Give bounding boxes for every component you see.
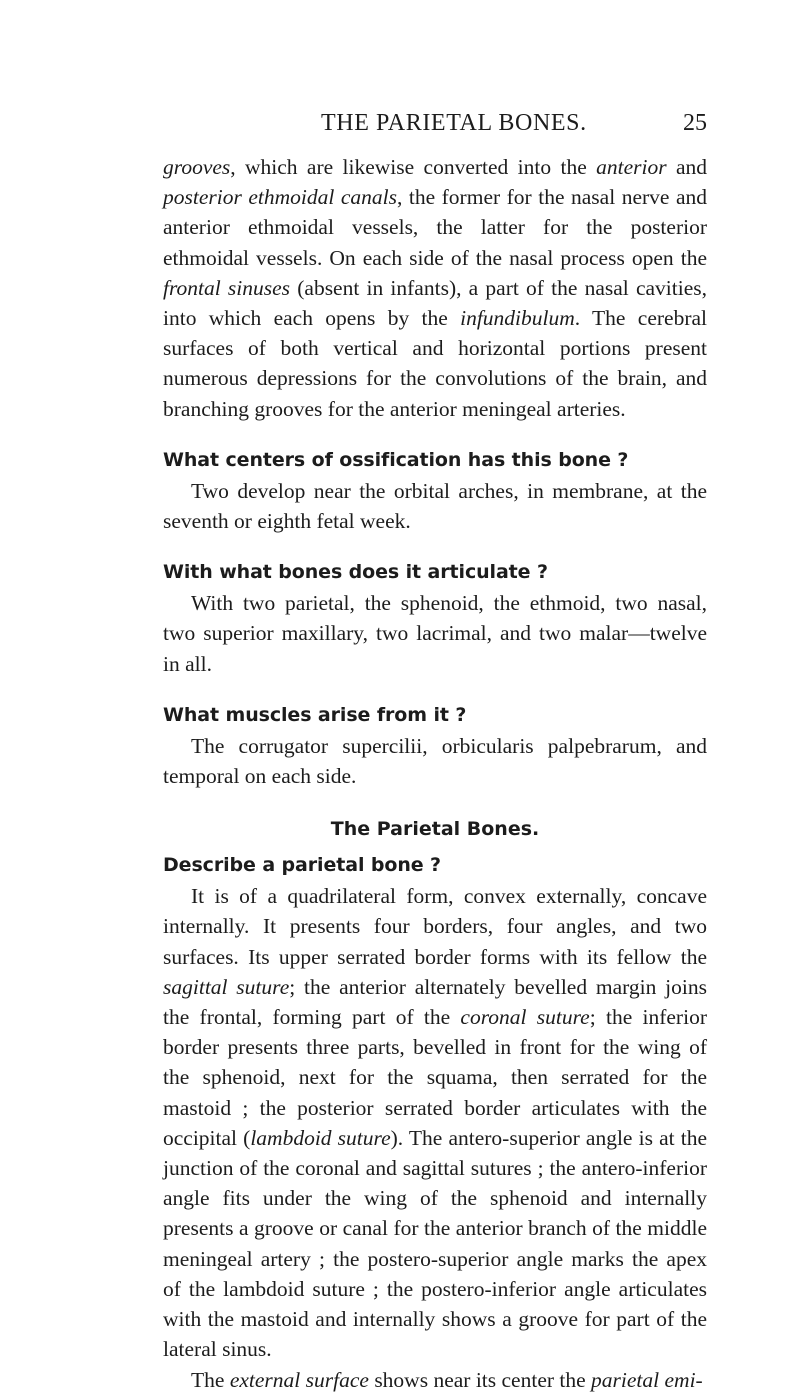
term-coronal-suture: coronal suture bbox=[460, 1005, 590, 1030]
answer-articulation: With two parietal, the sphenoid, the ethmoid, two nasal, two superior maxillary, two lacrimal, and two malar—twelve in all. bbox=[163, 591, 707, 676]
page-header bbox=[163, 110, 707, 140]
term-infundibulum: infundibulum bbox=[460, 306, 575, 331]
term-grooves: grooves bbox=[163, 155, 231, 179]
answer-muscles: The corrugator supercilii, orbicularis palpebrarum, and temporal on each side. bbox=[163, 733, 707, 789]
page-body bbox=[163, 152, 707, 1395]
question-describe: Describe a parietal bone ? bbox=[163, 854, 441, 877]
term-sagittal-suture: sagittal suture bbox=[163, 974, 290, 999]
external-surface-paragraph: The external surface shows near its center the parietal emi- bbox=[191, 1367, 703, 1392]
term-lambdoid-suture: lambdoid suture bbox=[250, 1125, 391, 1150]
term-posterior-ethmoidal-canals: posterior ethmoidal canals bbox=[163, 185, 397, 210]
question-ossification: What centers of ossification has this bone ? bbox=[163, 448, 629, 471]
page-number: 25 bbox=[683, 110, 707, 136]
term-external-surface: external surface bbox=[229, 1367, 369, 1392]
frontal-bone-paragraph: grooves, which are likewise converted into the anterior and posterior ethmoidal canals, the former for the nasal nerve and anterior ethmoidal vessels, the latter for the posterior ethmoidal vessels. On each side of the nasal process open the frontal sinuses (absent in infants), a part of the nasal cavities, into which each opens by the infundibulum. The cerebral surfaces of both vertical and horizontal portions present numerous depressions for the convolutions of the brain, and branching grooves for the anterior meningeal arteries. bbox=[163, 155, 707, 421]
term-parietal-eminence: parietal emi- bbox=[591, 1367, 703, 1392]
running-title: THE PARIETAL BONES. bbox=[321, 110, 587, 136]
answer-ossification: Two develop near the orbital arches, in membrane, at the seventh or eighth fetal week. bbox=[163, 478, 707, 534]
answer-describe: It is of a quadrilateral form, convex externally, concave internally. It presents four borders, four angles, and two surfaces. Its upper serrated border forms with its fellow the sagittal suture; the anterior alternately bevelled margin joins the frontal, forming part of the coronal suture; the inferior border presents three parts, bevelled in front for the wing of the sphenoid, next for the squama, then serrated for the mastoid ; the posterior serrated border articulates with the occipital (lambdoid suture). The antero-superior angle is at the junction of the coronal and sagittal sutures ; the antero-inferior angle fits under the wing of the sphenoid and internally presents a groove or canal for the anterior branch of the middle meningeal artery ; the postero-superior angle marks the apex of the lambdoid suture ; the postero-inferior angle articulates with the mastoid and internally shows a groove for part of the lateral sinus. bbox=[163, 884, 707, 1362]
term-anterior: anterior bbox=[596, 155, 667, 179]
section-heading: The Parietal Bones. bbox=[330, 818, 540, 841]
term-frontal-sinuses: frontal sinuses bbox=[163, 275, 291, 300]
question-muscles: What muscles arise from it ? bbox=[163, 703, 467, 726]
question-articulation: With what bones does it articulate ? bbox=[163, 561, 548, 584]
